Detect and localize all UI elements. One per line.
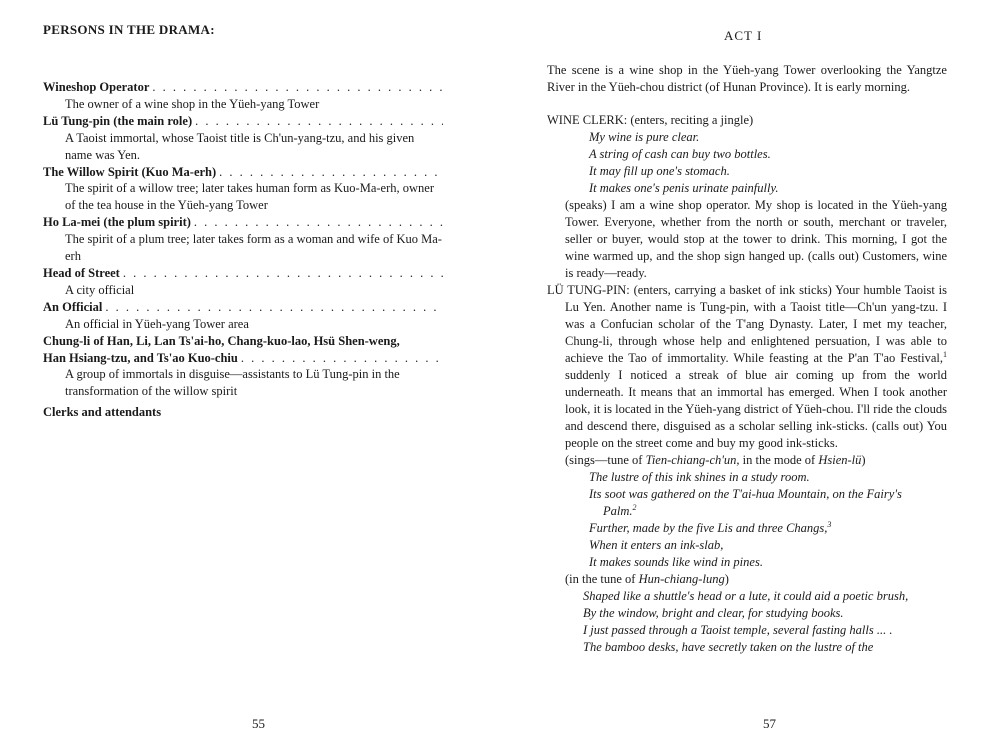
song-line: I just passed through a Taoist temple, several fasting halls ... . — [583, 623, 893, 637]
jingle-line: It may fill up one's stomach. — [589, 164, 730, 178]
song-line: When it enters an ink-slab, — [589, 538, 724, 552]
footnote-ref-3: 3 — [827, 519, 832, 529]
song-line: By the window, bright and clear, for studying books. — [583, 606, 844, 620]
running-head-right: ACT I — [724, 28, 763, 43]
cast-entry — [43, 214, 443, 265]
running-head-left: PERSONS IN THE DRAMA: — [43, 22, 215, 37]
page-number-right: 57 — [763, 716, 776, 731]
wine-clerk-intro: WINE CLERK: (enters, reciting a jingle) — [547, 113, 754, 127]
character-name: Ho La-mei (the plum spirit) . . . — [43, 214, 443, 231]
footnote-ref-1: 1 — [943, 349, 947, 359]
song-line: The lustre of this ink shines in a study room. — [589, 470, 810, 484]
tune-direction: (sings—tune of Tien-chiang-ch'un, in the mode of Hsien-lü) — [565, 453, 866, 467]
cast-entry — [43, 265, 443, 299]
jingle-line: My wine is pure clear. — [589, 130, 700, 144]
scene-description: The scene is a wine shop in the Yüeh-yang Tower overlooking the Yangtze River in the Yüeh-chou district (of Hunan Province). It is early morning. — [547, 63, 947, 94]
character-description: An official in Yüeh-yang Tower area — [65, 316, 249, 331]
immortals-description: A group of immortals in disguise—assistants to Lü Tung-pin in the transformation of the willow spirit — [65, 367, 400, 399]
character-description: A city official — [65, 282, 135, 297]
song-line: Shaped like a shuttle's head or a lute, it could aid a poetic brush, — [583, 589, 909, 603]
act-text — [547, 62, 947, 656]
page-number-left: 55 — [252, 716, 265, 731]
cast-entry — [43, 299, 443, 333]
cast-entry — [43, 79, 443, 113]
footnote-ref-2: 2 — [632, 502, 637, 512]
tune-direction: (in the tune of Hun-chiang-lung) — [565, 572, 729, 586]
character-description: The owner of a wine shop in the Yüeh-yang Tower — [65, 96, 320, 111]
immortals-names-line1: Chung-li of Han, Li, Lan Ts'ai-ho, Chang-kuo-lao, Hsü Shen-weng, — [43, 333, 400, 348]
immortals-names-line2: Han Hsiang-tzu, and Ts'ao Kuo-chiu . . . — [43, 350, 443, 367]
character-name: An Official . . . — [43, 299, 443, 316]
song-line: Further, made by the five Lis and three Changs,$^3$ — [589, 519, 832, 535]
character-name: Head of Street . . . — [43, 265, 443, 282]
character-name: Wineshop Operator . . . — [43, 79, 443, 96]
attendants-entry: Clerks and attendants — [43, 405, 162, 420]
character-description: A Taoist immortal, whose Taoist title is Ch'un-yang-tzu, and his given name was Yen. — [65, 130, 415, 162]
song-line: Palm.$^2$ — [603, 502, 637, 518]
cast-entry-immortals — [43, 333, 443, 401]
character-description: The spirit of a plum tree; later takes form as a woman and wife of Kuo Ma-erh — [65, 232, 442, 264]
character-description: The spirit of a willow tree; later takes human form as Kuo-Ma-erh, owner of the tea house in the Yüeh-yang Tower — [65, 181, 434, 213]
right-page — [500, 0, 1000, 750]
character-name: The Willow Spirit (Kuo Ma-erh) . . . — [43, 164, 443, 181]
cast-entry — [43, 164, 443, 215]
character-name: Lü Tung-pin (the main role) . . . — [43, 113, 443, 130]
jingle-line: It makes one's penis urinate painfully. — [589, 181, 779, 195]
song-line: The bamboo desks, have secretly taken on the lustre of the — [583, 640, 874, 654]
song-line: Its soot was gathered on the T'ai-hua Mountain, on the Fairy's — [589, 487, 902, 501]
lu-tung-pin-speech: LÜ TUNG-PIN: (enters, carrying a basket of ink sticks) Your humble Taoist is Lu Yen. Another name is Tung-pin, with a Taoist title—Ch'un yang-tzu. I was a Confucian scholar of the T'ang Dynasty. Later, I met my teacher, Chung-li, through whose help and enlightened persuation, I was able to achieve the Tao of immortality. While feasting at the P'an T'ao Festival,$^1$ suddenly I noticed a streak of blue air coming up from the world underneath. It means that an immortal has emerged. When I took another look, it is located in the Yüeh-yang district of Yüeh-chou. I'll ride the clouds and descend there, disguised as a scholar selling ink-sticks. (calls out) You people on the street come and buy my good ink-sticks. — [547, 283, 947, 450]
song-line: It makes sounds like wind in pines. — [589, 555, 763, 569]
cast-entry — [43, 113, 443, 164]
cast-list — [43, 79, 443, 421]
wine-clerk-speech: (speaks) I am a wine shop operator. My shop is located in the Yüeh-yang Tower. Everyone, whether from the north or south, merchant or traveler, seller or buyer, would stop at the tower to drink. This morning, I got the wine warmed up, and the shop sign hanged up. (calls out) Customers, wine is ready—ready. — [565, 198, 947, 280]
jingle-line: A string of cash can buy two bottles. — [589, 147, 771, 161]
